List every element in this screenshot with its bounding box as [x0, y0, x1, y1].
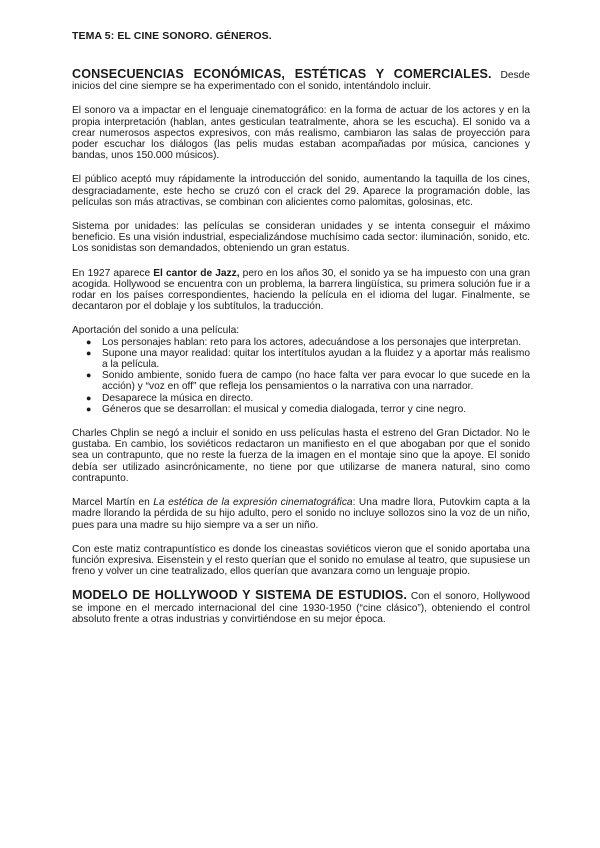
- bullet-icon: ●: [86, 336, 92, 347]
- martin-book-title: La estética de la expresión cinematográfica: [153, 497, 353, 509]
- paragraph-chaplin: Charles Chplin se negó a incluir el sonido en uss películas hasta el estreno del Gran Dictador. No le gustaba. En cambio, los soviéticos redactaron un manifiesto en el que abogaban por que el sonido sea un contrapunto, que no reste la fuerza de la imagen en el montaje sino que la apoye. El sonido debía ser utilizado asincrónicamente, no tiene por que utilizarse de manera natural, sino como contrapunto.: [72, 428, 530, 484]
- jazz-pre: En 1927 aparece: [72, 267, 154, 279]
- jazz-title: El cantor de Jazz,: [153, 267, 240, 279]
- contributions-list: [72, 337, 530, 415]
- jazz-post: pero en los años 30, el sonido ya se ha impuesto con una gran acogida. Hollywood se encuentra con un problema, la barrera lingüística, su primera solución fue ir a rodar en los países correspondientes, haciendo la película en el idioma del lugar. Finalmente, se decantaron por el doblaje y los subtítulos, la traducción.: [72, 267, 530, 313]
- bullet-icon: ●: [86, 392, 92, 403]
- paragraph-public: El público aceptó muy rápidamente la introducción del sonido, aumentando la taquilla de los cines, desgraciadamente, este hecho se cruzó con el crack del 29. Aparece la programación doble, las películas son más atractivas, se combinan con alicientes como palomitas, golosinas, etc.: [72, 174, 530, 208]
- section1-paragraph: [72, 69, 530, 92]
- bullet-icon: ●: [86, 370, 92, 381]
- list-item: ● Sonido ambiente, sonido fuera de campo (no hace falta ver para evocar lo que sucede en la acción) y “voz en off” que refleja los pensamientos o la narrativa con una narrador.: [86, 370, 530, 393]
- martin-post: : Una madre llora, Putovkim capta a la madre llorando la pérdida de su hijo adulto, pero el sonido no incluye sollozos sino la voz de un niño, pues para una madre su hijo siempre va a ser un niño.: [72, 497, 530, 531]
- paragraph-counterpoint: Con este matiz contrapuntístico es donde los cineastas soviéticos vieron que el sonido aportaba una función expresiva. Eisenstein y el resto querían que el sonido no emulase al teatro, que supusiese un freno y volver un cine teatralizado, ellos querían que avanzara como un lenguaje propio.: [72, 543, 530, 578]
- list-item: ● Supone una mayor realidad: quitar los intertítulos ayudan a la fluidez y a aportar más realismo a la película.: [86, 347, 530, 371]
- section2-heading: MODELO DE HOLLYWOOD Y SISTEMA DE ESTUDIOS.: [72, 588, 407, 603]
- section2-paragraph: [72, 590, 530, 625]
- document-page: [72, 30, 530, 638]
- paragraph-martin: [72, 497, 530, 531]
- paragraph-jazz-singer: [72, 268, 530, 313]
- section1-heading: CONSECUENCIAS ECONÓMICAS, ESTÉTICAS Y COMERCIALES.: [72, 67, 492, 81]
- paragraph-units-system: Sistema por unidades: las películas se consideran unidades y se intenta conseguir el máximo beneficio. Es una visión industrial, especializándose muchísimo cada sector: iluminación, sonido, etc. Los sonidistas son demandados, obteniendo un gran estatus.: [72, 221, 530, 255]
- section1-lead: Desde inicios del cine siempre se ha experimentado con el sonido, intentándolo incluir.: [72, 70, 530, 93]
- section2-lead: Con el sonoro, Hollywood se impone en el mercado internacional del cine 1930-1950 (“cine clásico”), obteniendo el control absoluto frente a otras industrias y convirtiéndose en su mejor época.: [72, 591, 530, 625]
- bullet-icon: ●: [86, 347, 92, 358]
- document-title: TEMA 5: EL CINE SONORO. GÉNEROS.: [72, 30, 272, 42]
- list-intro: Aportación del sonido a una película:: [72, 325, 240, 337]
- martin-pre: Marcel Martín en: [72, 497, 154, 509]
- list-item: ● Géneros que se desarrollan: el musical y comedia dialogada, terror y cine negro.: [86, 403, 467, 415]
- paragraph-sound-language: El sonoro va a impactar en el lenguaje cinematográfico: en la forma de actuar de los actores y en la propia interpretación (hablan, antes gesticulan teatralmente, ahora se les escucha). El sonido va a crear numerosos aspectos expresivos, con más realismo, cambiaron las salas de proyección para poder escuchar los diálogos (las pelis mudas estaban acompañadas por música, canciones y bandas, unos 150.000 músicos).: [72, 105, 530, 162]
- bullet-icon: ●: [86, 403, 92, 414]
- list-item: ● Los personajes hablan: reto para los actores, adecuándose a los personajes que interpretan.: [86, 336, 522, 348]
- list-item: ● Desaparece la música en directo.: [86, 392, 254, 404]
